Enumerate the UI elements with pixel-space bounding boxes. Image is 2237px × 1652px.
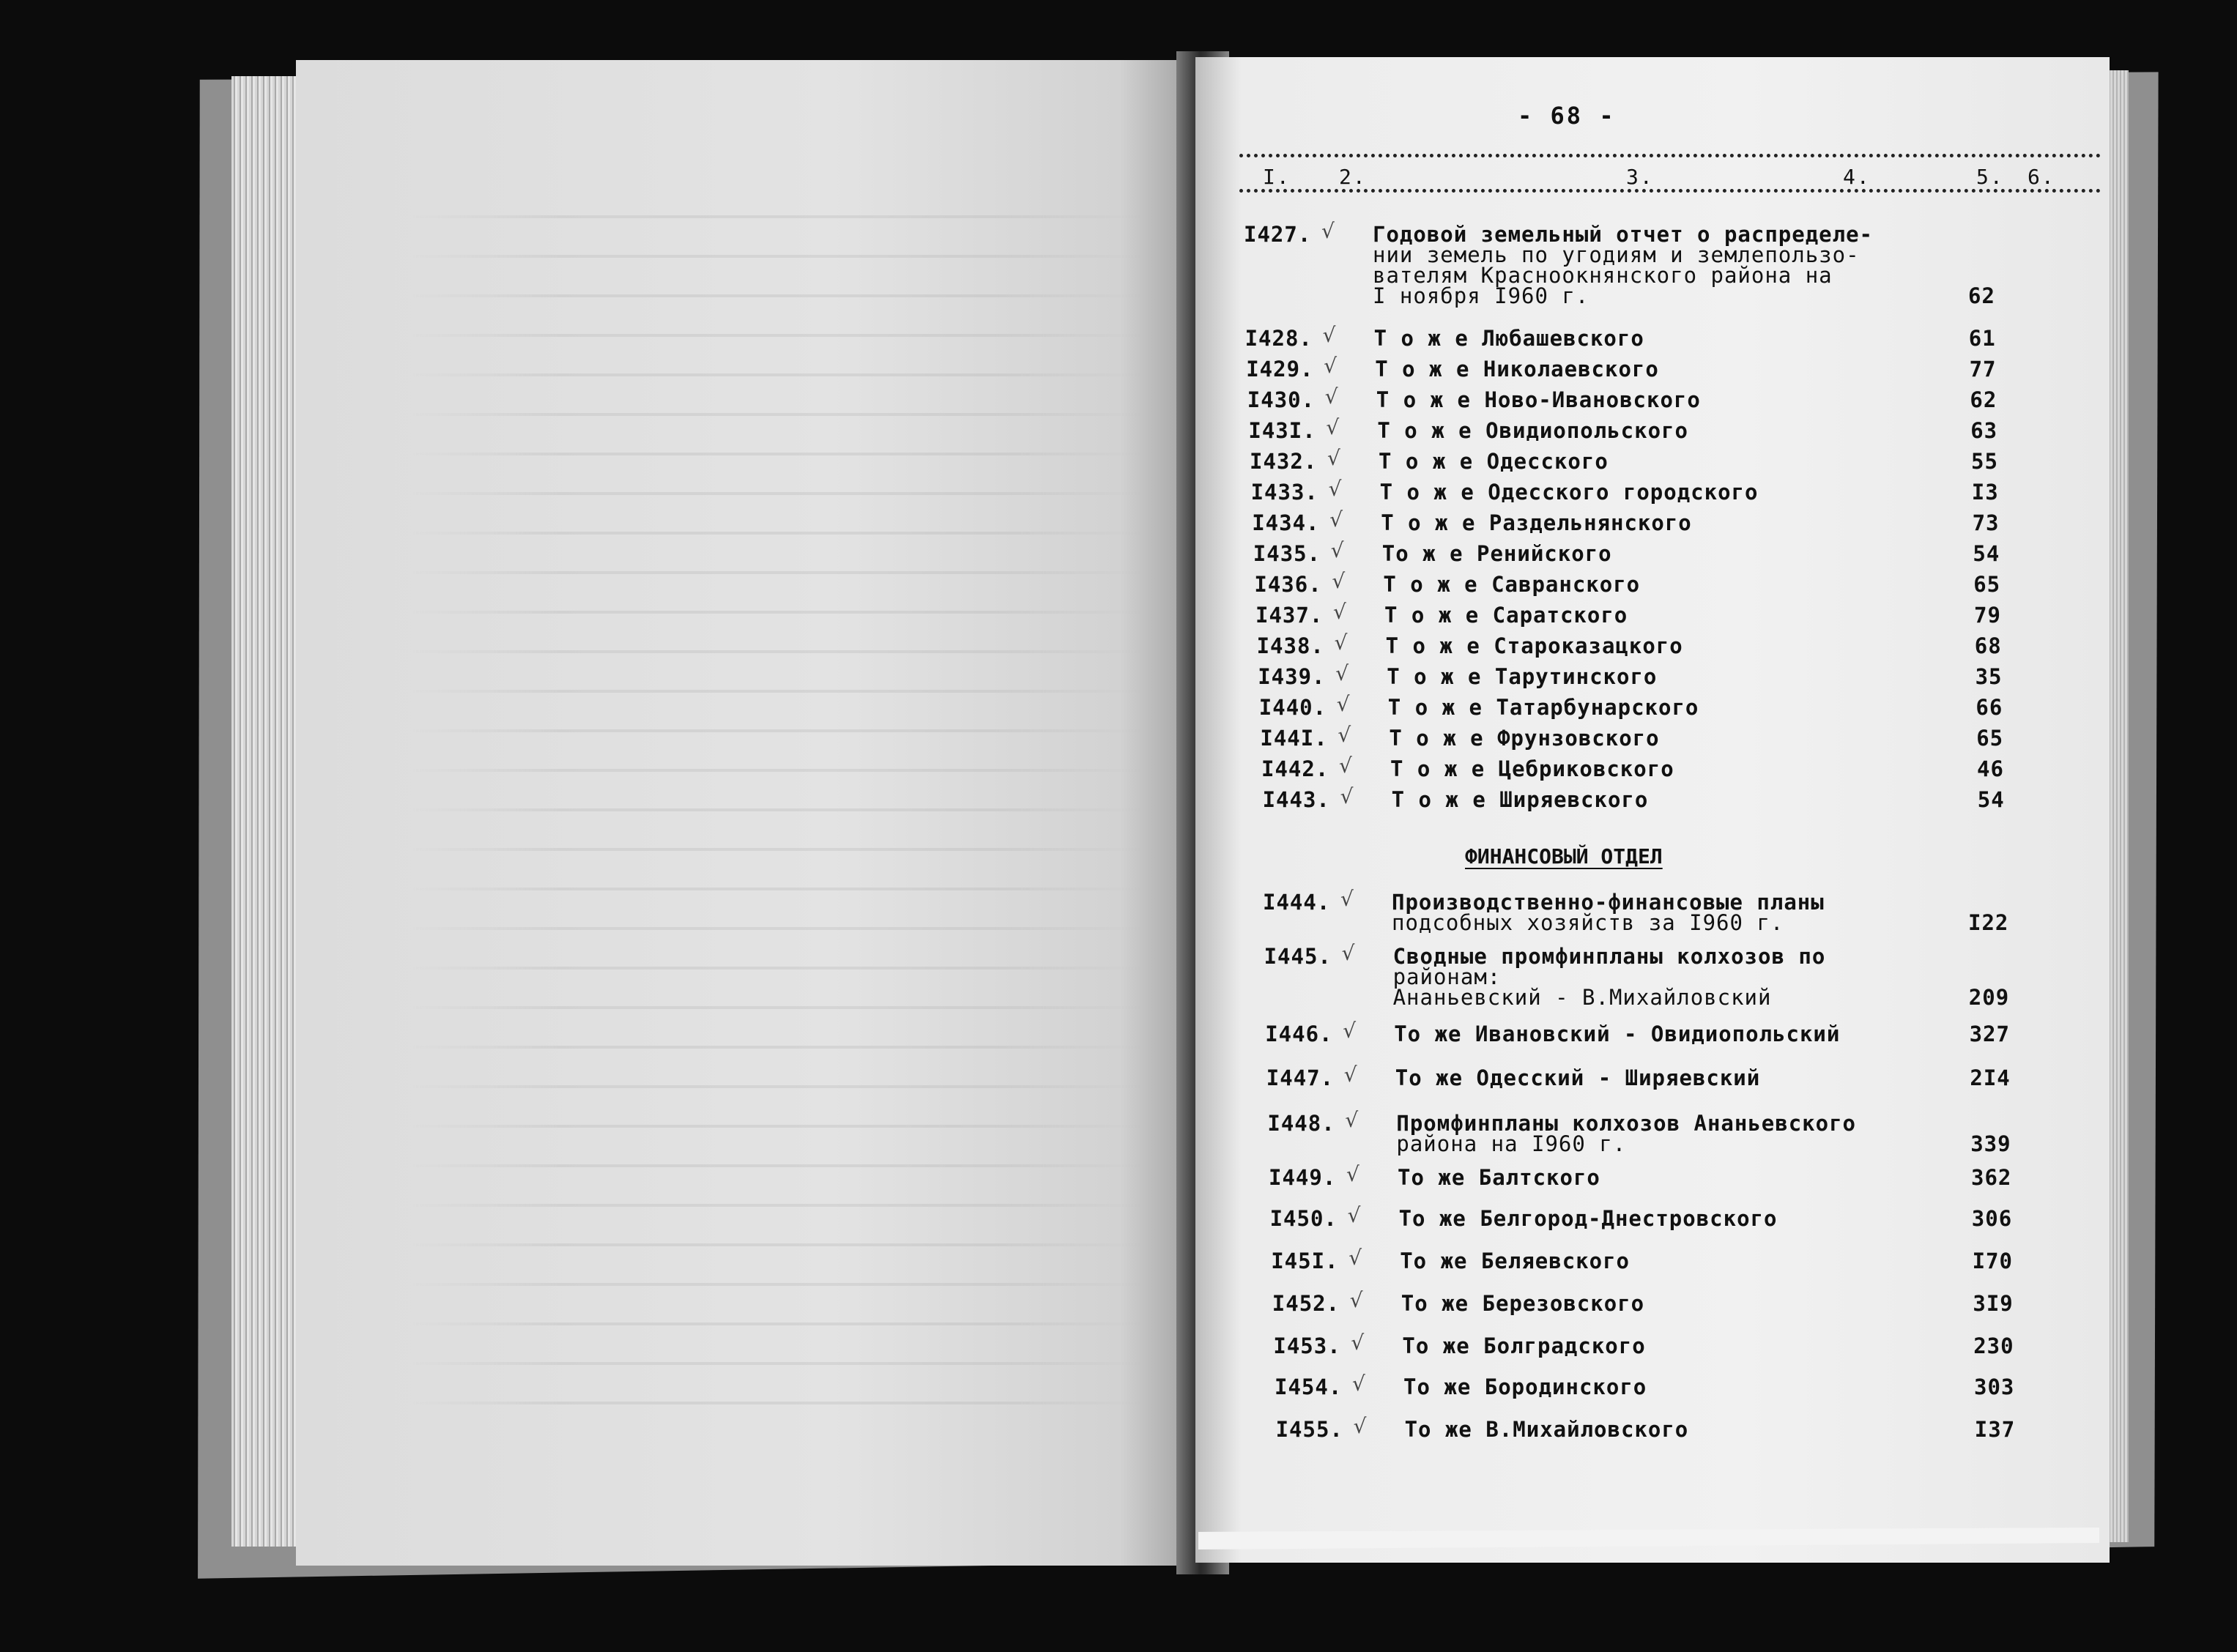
row-page-count: 362 (1971, 1165, 2012, 1190)
row-page-count: 62 (1970, 387, 1997, 412)
row-page-count: 65 (1973, 572, 2001, 597)
row-page-count: 303 (1974, 1374, 2015, 1399)
check-mark: √ (1351, 1331, 1365, 1355)
row-description-line: Т о ж е Одесского (1379, 449, 1609, 474)
row-page-count: 46 (1977, 756, 2004, 781)
row-number: I455. (1275, 1417, 1343, 1442)
check-mark: √ (1341, 941, 1356, 965)
row-number: I445. (1264, 944, 1332, 969)
row-description-line: района на I960 г. (1396, 1131, 1627, 1156)
check-mark: √ (1348, 1246, 1363, 1270)
row-page-count: 68 (1974, 633, 2002, 658)
check-mark: √ (1334, 630, 1348, 655)
row-page-count: 3I9 (1973, 1291, 2014, 1316)
row-number: I429. (1246, 357, 1314, 382)
row-number: I432. (1250, 449, 1318, 474)
row-page-count: 2I4 (1970, 1065, 2011, 1090)
row-description-line: вателям Красноокнянского района на (1373, 263, 1833, 288)
row-number: I453. (1273, 1333, 1341, 1358)
row-page-count: 339 (1970, 1131, 2011, 1156)
check-mark: √ (1338, 723, 1352, 747)
row-number: I433. (1250, 480, 1318, 505)
check-mark: √ (1343, 1019, 1357, 1043)
row-description-line: Т о ж е Староказацкого (1385, 633, 1683, 658)
row-description-line: I ноября I960 г. (1373, 283, 1589, 308)
check-mark: √ (1324, 384, 1339, 409)
row-page-count: 54 (1977, 787, 2005, 812)
left-page-bleed-through (410, 190, 1143, 1435)
row-description-line: Годовой земельный отчет о распределе- (1373, 222, 1874, 247)
row-number: I437. (1255, 603, 1324, 628)
check-mark: √ (1321, 219, 1335, 243)
row-number: I442. (1261, 756, 1329, 781)
check-mark: √ (1322, 323, 1337, 347)
row-number: I428. (1244, 326, 1313, 351)
row-page-count: 230 (1973, 1333, 2014, 1358)
row-description-line: Т о ж е Ново-Ивановского (1376, 387, 1701, 412)
check-mark: √ (1326, 415, 1340, 439)
row-page-count: 79 (1974, 603, 2001, 628)
check-mark: √ (1335, 661, 1350, 685)
row-description-line: То же Одесский - Ширяевский (1395, 1065, 1761, 1090)
check-mark: √ (1347, 1203, 1362, 1227)
row-description-line: нии земель по угодиям и землепользо- (1373, 242, 1860, 267)
row-number: I44I. (1260, 726, 1328, 751)
row-description-line: То же Бородинского (1403, 1374, 1647, 1399)
column-header-5: 5. (1976, 165, 2004, 189)
row-description-line: То ж е Ренийского (1381, 541, 1612, 566)
row-page-count: 209 (1968, 985, 2010, 1010)
row-number: I45I. (1271, 1249, 1339, 1273)
row-number: I454. (1275, 1374, 1343, 1399)
row-number: I444. (1263, 890, 1331, 915)
check-mark: √ (1352, 1372, 1366, 1396)
row-page-count: 63 (1970, 418, 1998, 443)
row-number: I436. (1254, 572, 1322, 597)
row-number: I447. (1266, 1065, 1335, 1090)
row-number: I435. (1253, 541, 1321, 566)
row-number: I448. (1267, 1111, 1335, 1136)
check-mark: √ (1349, 1288, 1364, 1312)
row-number: I450. (1269, 1206, 1338, 1231)
row-description-line: То же Березовского (1401, 1291, 1645, 1316)
row-description-line: То же Белгород-Днестровского (1398, 1206, 1778, 1231)
row-description-line: Т о ж е Татарбунарского (1387, 695, 1699, 720)
header-rule-bottom (1239, 189, 2101, 193)
row-number: I427. (1244, 222, 1312, 247)
check-mark: √ (1343, 1063, 1358, 1087)
row-description-line: Сводные промфинпланы колхозов по (1392, 944, 1826, 969)
column-header-3: 3. (1626, 165, 1654, 189)
row-description-line: районам: (1392, 964, 1502, 989)
row-description-line: Т о ж е Тарутинского (1387, 664, 1658, 689)
row-number: I443. (1262, 787, 1330, 812)
row-description-line: Т о ж е Фрунзовского (1389, 726, 1660, 751)
row-page-count: 62 (1968, 283, 1995, 308)
header-rule-top (1239, 154, 2101, 157)
row-page-count: 66 (1976, 695, 2003, 720)
column-header-1: I. (1263, 165, 1291, 189)
check-mark: √ (1346, 1162, 1360, 1186)
check-mark: √ (1339, 754, 1353, 778)
row-number: I430. (1247, 387, 1316, 412)
row-description-line: Т о ж е Савранского (1383, 572, 1641, 597)
check-mark: √ (1336, 692, 1351, 716)
row-page-count: 73 (1972, 510, 2000, 535)
check-mark: √ (1328, 477, 1343, 501)
row-number: I452. (1272, 1291, 1340, 1316)
row-number: I446. (1265, 1022, 1333, 1046)
row-number: I449. (1269, 1165, 1337, 1190)
row-description-line: подсобных хозяйств за I960 г. (1392, 910, 1784, 935)
row-description-line: Производственно-финансовые планы (1392, 890, 1825, 915)
row-description-line: Т о ж е Раздельнянского (1381, 510, 1692, 535)
row-description-line: Ананьевский - В.Михайловский (1392, 985, 1772, 1010)
check-mark: √ (1340, 784, 1354, 808)
row-description-line: Т о ж е Овидиопольского (1377, 418, 1688, 443)
row-page-count: 61 (1968, 326, 1996, 351)
row-description-line: То же Беляевского (1400, 1249, 1630, 1273)
row-description-line: Т о ж е Николаевского (1375, 357, 1659, 382)
row-page-count: 65 (1976, 726, 2004, 751)
check-mark: √ (1333, 600, 1347, 624)
row-page-count: I3 (1971, 480, 1999, 505)
check-mark: √ (1324, 354, 1338, 378)
row-page-count: I37 (1974, 1417, 2016, 1442)
row-number: I438. (1256, 633, 1324, 658)
column-header-4: 4. (1843, 165, 1871, 189)
row-description-line: Промфинпланы колхозов Ананьевского (1396, 1111, 1857, 1136)
row-description-line: То же Болградского (1402, 1333, 1646, 1358)
row-description-line: Т о ж е Любашевского (1373, 326, 1644, 351)
right-page (1195, 57, 2110, 1563)
row-description-line: Т о ж е Ширяевского (1391, 787, 1649, 812)
row-page-count: 327 (1969, 1022, 2010, 1046)
row-number: I440. (1258, 695, 1327, 720)
column-header-2: 2. (1339, 165, 1367, 189)
check-mark: √ (1353, 1414, 1368, 1438)
row-page-count: 54 (1973, 541, 2000, 566)
row-page-count: 35 (1975, 664, 2003, 689)
page-number: - 68 - (1518, 102, 1616, 130)
check-mark: √ (1329, 507, 1344, 532)
row-description-line: То же Балтского (1398, 1165, 1600, 1190)
row-description-line: То же Ивановский - Овидиопольский (1394, 1022, 1841, 1046)
row-description-line: Т о ж е Цебриковского (1390, 756, 1674, 781)
check-mark: √ (1327, 446, 1341, 470)
row-description-line: Т о ж е Одесского городского (1379, 480, 1759, 505)
row-page-count: I70 (1972, 1249, 2013, 1273)
row-number: I439. (1258, 664, 1326, 689)
row-number: I434. (1252, 510, 1320, 535)
row-description-line: Т о ж е Саратского (1384, 603, 1628, 628)
column-header-6: 6. (2028, 165, 2055, 189)
check-mark: √ (1345, 1108, 1359, 1132)
row-page-count: 306 (1971, 1206, 2013, 1231)
row-page-count: 55 (1971, 449, 1998, 474)
row-description-line: То же В.Михайловского (1404, 1417, 1689, 1442)
check-mark: √ (1332, 569, 1346, 593)
section-title: ФИНАНСОВЫЙ ОТДЕЛ (1465, 844, 1663, 868)
row-page-count: I22 (1968, 910, 2009, 935)
row-page-count: 77 (1969, 357, 1997, 382)
row-number: I43I. (1248, 418, 1316, 443)
check-mark: √ (1340, 887, 1354, 911)
check-mark: √ (1330, 538, 1345, 562)
